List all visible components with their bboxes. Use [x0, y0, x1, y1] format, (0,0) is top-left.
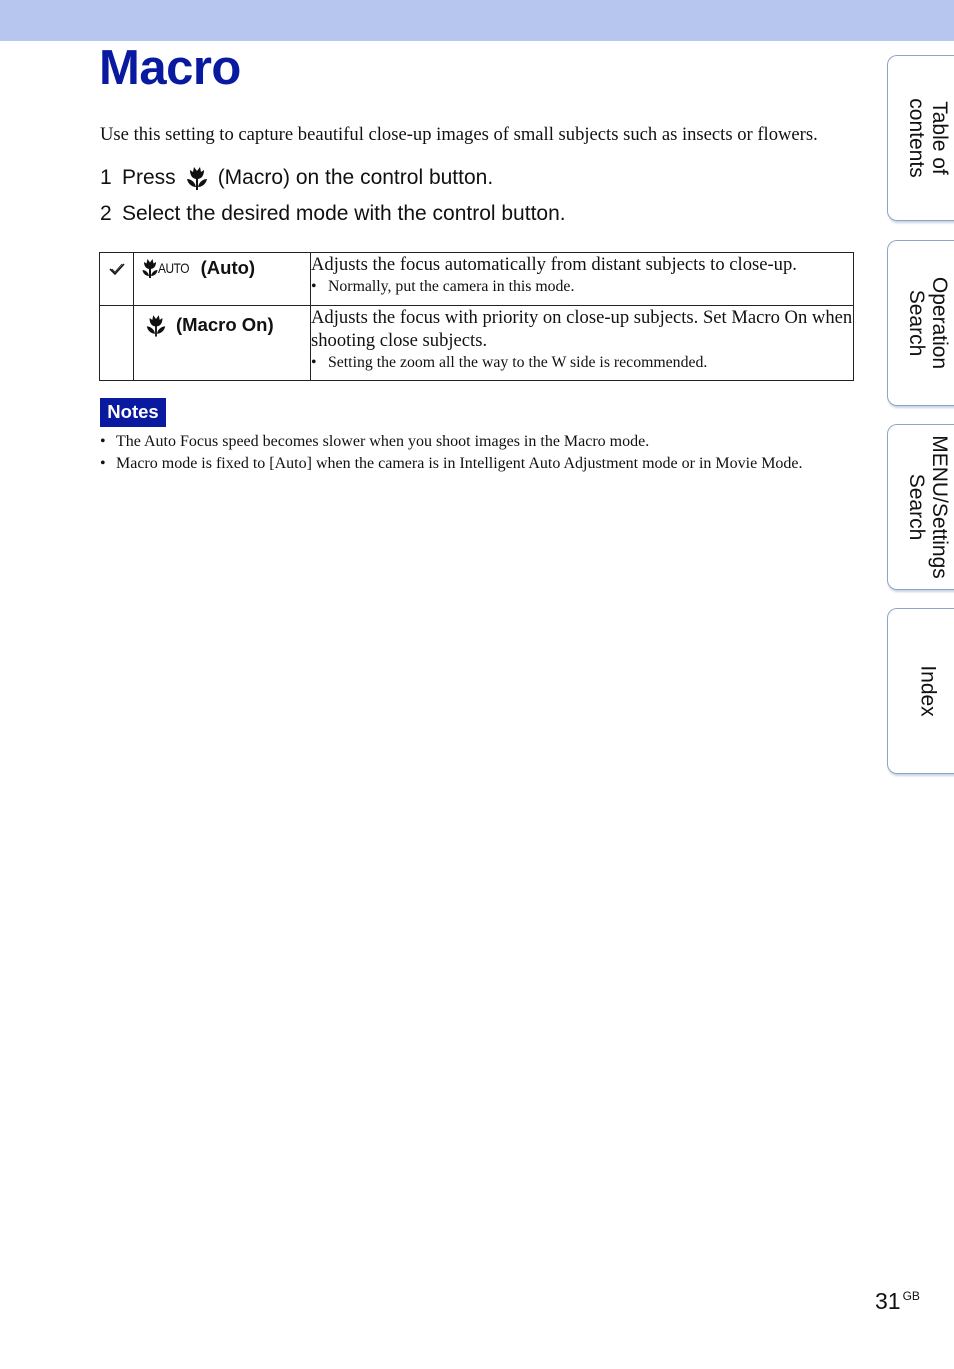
step-2: [100, 202, 566, 226]
mode-name: (Macro On): [176, 314, 274, 335]
mode-description: Adjusts the focus with priority on close-up subjects. Set Macro On when shooting close subjects.: [311, 307, 853, 351]
step-number: 2: [100, 202, 112, 225]
mode-description: Adjusts the focus automatically from distant subjects to close-up.: [311, 254, 797, 275]
intro-text: Use this setting to capture beautiful close-up images of small subjects such as insects or flowers.: [100, 124, 818, 145]
default-marker-cell: [100, 306, 134, 381]
notes-list: [100, 431, 830, 474]
mode-name: (Auto): [200, 257, 256, 278]
mode-description-cell: [311, 253, 854, 306]
list-item: • Macro mode is fixed to [Auto] when the camera is in Intelligent Auto Adjustment mode or in Movie Mode.: [100, 454, 803, 472]
step-1: [100, 164, 493, 191]
mode-note: • Normally, put the camera in this mode.: [311, 278, 575, 295]
macro-tulip-icon: [184, 164, 210, 191]
tab-table-of-contents[interactable]: [887, 55, 954, 221]
mode-name-cell: [134, 306, 311, 381]
table-row: [100, 253, 854, 306]
notes-badge: Notes: [100, 398, 166, 427]
step-number: 1: [100, 165, 112, 189]
tab-label: MENU/Settings Search: [904, 435, 951, 579]
page-suffix: GB: [902, 1289, 920, 1303]
tab-operation-search[interactable]: [887, 240, 954, 406]
checkmark-icon: [108, 261, 126, 277]
default-marker-cell: [100, 253, 134, 306]
step-text-after: (Macro) on the control button.: [217, 165, 494, 189]
table-row: [100, 306, 854, 381]
tab-label: Table of contents: [904, 98, 951, 178]
step-text-before: Press: [122, 165, 176, 189]
mode-name-cell: [134, 253, 311, 306]
tab-label: Index: [916, 665, 939, 717]
list-item: • The Auto Focus speed becomes slower when you shoot images in the Macro mode.: [100, 433, 650, 450]
step-text: Select the desired mode with the control button.: [122, 202, 566, 225]
macro-modes-table: [99, 252, 854, 381]
header-band: [0, 0, 954, 41]
macro-tulip-icon: [144, 312, 168, 338]
mode-note: • Setting the zoom all the way to the W side is recommended.: [311, 354, 708, 371]
tab-label: Operation Search: [904, 276, 951, 370]
auto-label: AUTO: [158, 260, 190, 276]
macro-auto-icon: [142, 257, 158, 279]
tab-menu-settings-search[interactable]: [887, 424, 954, 590]
mode-description-cell: [311, 306, 854, 381]
page-number: 31 $^{GB}$: [875, 1288, 920, 1314]
page-title: Macro: [99, 41, 241, 95]
tab-index[interactable]: [887, 608, 954, 774]
